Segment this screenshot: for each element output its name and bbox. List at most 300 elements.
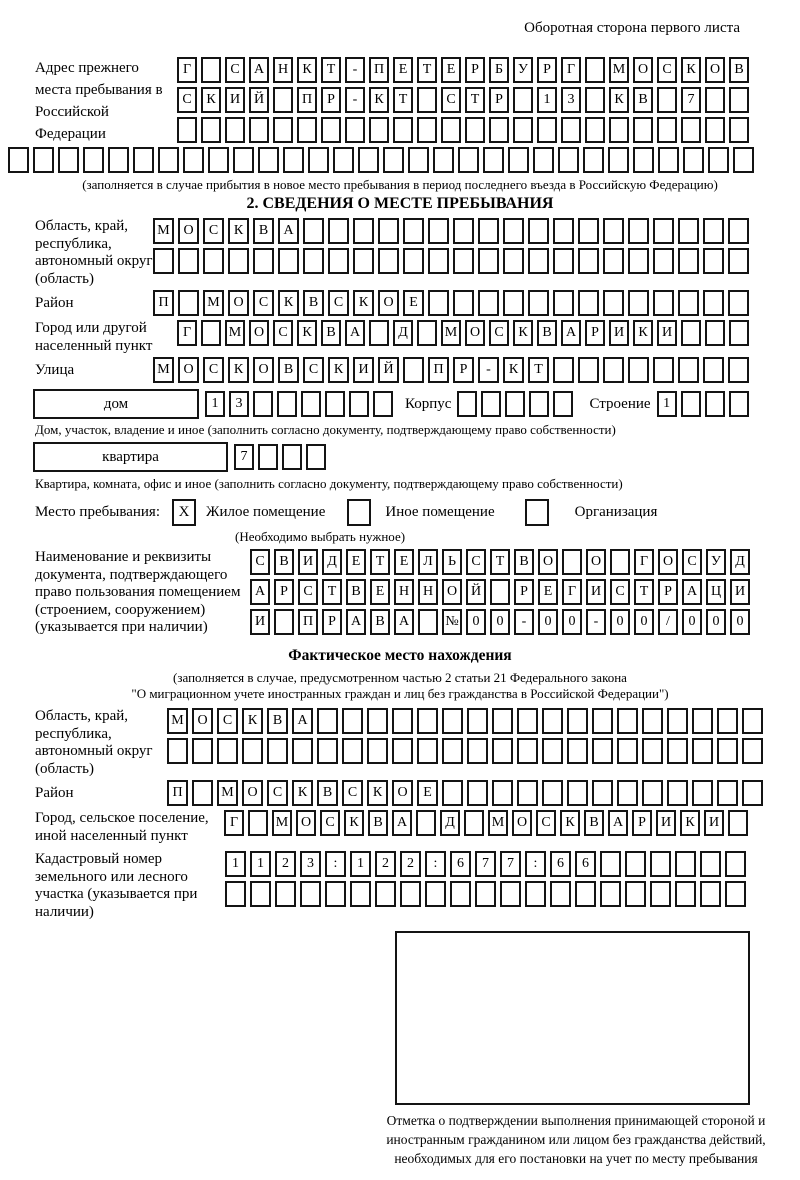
char-cell[interactable] <box>681 320 701 346</box>
char-cell[interactable]: И <box>225 87 245 113</box>
char-cell[interactable] <box>292 738 313 764</box>
char-cell[interactable] <box>278 248 299 274</box>
char-cell[interactable] <box>233 147 254 173</box>
char-cell[interactable] <box>417 708 438 734</box>
char-cell[interactable] <box>728 290 749 316</box>
char-cell[interactable] <box>585 87 605 113</box>
char-cell[interactable] <box>383 147 404 173</box>
char-cell[interactable]: Д <box>730 549 750 575</box>
char-cell[interactable]: Е <box>370 579 390 605</box>
char-cell[interactable] <box>192 738 213 764</box>
char-cell[interactable]: Т <box>321 57 341 83</box>
char-cell[interactable] <box>249 117 269 143</box>
char-cell[interactable] <box>703 290 724 316</box>
char-cell[interactable]: О <box>465 320 485 346</box>
char-cell[interactable]: 1 <box>225 851 246 877</box>
char-cell[interactable]: С <box>441 87 461 113</box>
char-cell[interactable]: Т <box>393 87 413 113</box>
char-cell[interactable] <box>417 320 437 346</box>
char-cell[interactable]: С <box>536 810 556 836</box>
char-cell[interactable] <box>603 248 624 274</box>
char-cell[interactable] <box>617 780 638 806</box>
char-cell[interactable] <box>303 248 324 274</box>
char-cell[interactable]: 1 <box>537 87 557 113</box>
char-cell[interactable]: Е <box>403 290 424 316</box>
char-cell[interactable]: С <box>303 357 324 383</box>
char-cell[interactable]: О <box>296 810 316 836</box>
char-cell[interactable] <box>650 851 671 877</box>
char-cell[interactable]: А <box>278 218 299 244</box>
char-cell[interactable] <box>133 147 154 173</box>
char-cell[interactable] <box>725 851 746 877</box>
char-cell[interactable]: 2 <box>375 851 396 877</box>
char-cell[interactable] <box>192 780 213 806</box>
char-cell[interactable] <box>457 391 477 417</box>
char-cell[interactable] <box>567 780 588 806</box>
char-cell[interactable]: Й <box>466 579 486 605</box>
char-cell[interactable] <box>550 881 571 907</box>
char-cell[interactable] <box>653 218 674 244</box>
char-cell[interactable]: : <box>325 851 346 877</box>
char-cell[interactable] <box>201 57 221 83</box>
char-cell[interactable]: 0 <box>562 609 582 635</box>
char-cell[interactable] <box>358 147 379 173</box>
char-cell[interactable] <box>633 147 654 173</box>
char-cell[interactable]: К <box>228 218 249 244</box>
char-cell[interactable] <box>403 357 424 383</box>
char-cell[interactable]: С <box>610 579 630 605</box>
char-cell[interactable] <box>553 218 574 244</box>
char-cell[interactable] <box>274 609 294 635</box>
char-cell[interactable]: М <box>153 218 174 244</box>
char-cell[interactable] <box>433 147 454 173</box>
char-cell[interactable] <box>416 810 436 836</box>
char-cell[interactable] <box>403 248 424 274</box>
char-cell[interactable] <box>342 708 363 734</box>
char-cell[interactable]: И <box>609 320 629 346</box>
char-cell[interactable]: В <box>514 549 534 575</box>
char-cell[interactable]: - <box>514 609 534 635</box>
char-cell[interactable]: Т <box>528 357 549 383</box>
char-cell[interactable] <box>608 147 629 173</box>
char-cell[interactable] <box>283 147 304 173</box>
char-cell[interactable] <box>83 147 104 173</box>
char-cell[interactable]: Е <box>346 549 366 575</box>
char-cell[interactable]: М <box>203 290 224 316</box>
char-cell[interactable] <box>525 881 546 907</box>
char-cell[interactable] <box>308 147 329 173</box>
char-cell[interactable]: Р <box>537 57 557 83</box>
char-cell[interactable] <box>513 117 533 143</box>
char-cell[interactable] <box>553 357 574 383</box>
char-cell[interactable] <box>725 881 746 907</box>
char-cell[interactable]: 0 <box>682 609 702 635</box>
char-cell[interactable]: - <box>345 57 365 83</box>
char-cell[interactable]: В <box>537 320 557 346</box>
char-cell[interactable]: И <box>353 357 374 383</box>
char-cell[interactable] <box>393 117 413 143</box>
char-cell[interactable]: К <box>503 357 524 383</box>
char-cell[interactable]: О <box>178 218 199 244</box>
char-cell[interactable]: Е <box>394 549 414 575</box>
char-cell[interactable]: Т <box>490 549 510 575</box>
char-cell[interactable] <box>450 881 471 907</box>
char-cell[interactable]: Т <box>322 579 342 605</box>
char-cell[interactable]: В <box>321 320 341 346</box>
char-cell[interactable] <box>248 810 268 836</box>
char-cell[interactable]: 1 <box>350 851 371 877</box>
char-cell[interactable] <box>333 147 354 173</box>
char-cell[interactable]: В <box>368 810 388 836</box>
char-cell[interactable] <box>303 218 324 244</box>
char-cell[interactable]: 7 <box>500 851 521 877</box>
char-cell[interactable]: 1 <box>205 391 225 417</box>
char-cell[interactable]: Г <box>634 549 654 575</box>
char-cell[interactable] <box>728 248 749 274</box>
char-cell[interactable] <box>705 391 725 417</box>
char-cell[interactable] <box>483 147 504 173</box>
char-cell[interactable]: О <box>242 780 263 806</box>
char-cell[interactable]: О <box>538 549 558 575</box>
char-cell[interactable] <box>617 738 638 764</box>
char-cell[interactable] <box>600 851 621 877</box>
char-cell[interactable]: М <box>153 357 174 383</box>
char-cell[interactable] <box>375 881 396 907</box>
char-cell[interactable]: С <box>298 579 318 605</box>
char-cell[interactable] <box>703 248 724 274</box>
char-cell[interactable]: А <box>249 57 269 83</box>
char-cell[interactable] <box>208 147 229 173</box>
char-cell[interactable] <box>242 738 263 764</box>
char-cell[interactable] <box>528 248 549 274</box>
char-cell[interactable]: Г <box>561 57 581 83</box>
char-cell[interactable]: П <box>297 87 317 113</box>
char-cell[interactable]: И <box>656 810 676 836</box>
char-cell[interactable] <box>481 391 501 417</box>
char-cell[interactable] <box>428 248 449 274</box>
char-cell[interactable] <box>417 87 437 113</box>
char-cell[interactable] <box>503 290 524 316</box>
char-cell[interactable] <box>428 290 449 316</box>
char-cell[interactable] <box>178 290 199 316</box>
char-cell[interactable] <box>717 708 738 734</box>
char-cell[interactable]: А <box>394 609 414 635</box>
char-cell[interactable]: А <box>682 579 702 605</box>
char-cell[interactable]: К <box>513 320 533 346</box>
char-cell[interactable]: Й <box>249 87 269 113</box>
char-cell[interactable] <box>653 290 674 316</box>
char-cell[interactable]: С <box>657 57 677 83</box>
char-cell[interactable] <box>642 738 663 764</box>
char-cell[interactable] <box>228 248 249 274</box>
char-cell[interactable]: О <box>228 290 249 316</box>
char-cell[interactable]: В <box>584 810 604 836</box>
char-cell[interactable] <box>628 357 649 383</box>
char-cell[interactable]: 0 <box>634 609 654 635</box>
char-cell[interactable]: И <box>298 549 318 575</box>
char-cell[interactable] <box>728 357 749 383</box>
char-cell[interactable] <box>578 290 599 316</box>
char-cell[interactable]: О <box>442 579 462 605</box>
char-cell[interactable] <box>603 290 624 316</box>
char-cell[interactable]: М <box>272 810 292 836</box>
char-cell[interactable]: С <box>225 57 245 83</box>
char-cell[interactable] <box>517 738 538 764</box>
char-cell[interactable] <box>369 320 389 346</box>
char-cell[interactable] <box>378 248 399 274</box>
char-cell[interactable] <box>158 147 179 173</box>
char-cell[interactable]: П <box>298 609 318 635</box>
char-cell[interactable]: Г <box>177 320 197 346</box>
char-cell[interactable] <box>542 780 563 806</box>
char-cell[interactable]: С <box>203 357 224 383</box>
char-cell[interactable] <box>478 218 499 244</box>
char-cell[interactable]: С <box>328 290 349 316</box>
char-cell[interactable] <box>650 881 671 907</box>
char-cell[interactable]: В <box>267 708 288 734</box>
char-cell[interactable] <box>603 357 624 383</box>
char-cell[interactable]: В <box>317 780 338 806</box>
char-cell[interactable] <box>442 780 463 806</box>
char-cell[interactable] <box>167 738 188 764</box>
char-cell[interactable] <box>183 147 204 173</box>
char-cell[interactable] <box>742 738 763 764</box>
char-cell[interactable] <box>585 117 605 143</box>
char-cell[interactable]: 7 <box>234 444 254 470</box>
char-cell[interactable]: Е <box>393 57 413 83</box>
char-cell[interactable]: Ц <box>706 579 726 605</box>
char-cell[interactable] <box>578 248 599 274</box>
char-cell[interactable] <box>553 290 574 316</box>
char-cell[interactable] <box>442 738 463 764</box>
char-cell[interactable]: Д <box>322 549 342 575</box>
char-cell[interactable]: О <box>253 357 274 383</box>
char-cell[interactable]: К <box>201 87 221 113</box>
char-cell[interactable]: М <box>225 320 245 346</box>
char-cell[interactable] <box>553 391 573 417</box>
char-cell[interactable]: М <box>609 57 629 83</box>
char-cell[interactable] <box>345 117 365 143</box>
char-cell[interactable]: Л <box>418 549 438 575</box>
char-cell[interactable]: К <box>297 320 317 346</box>
char-cell[interactable] <box>317 738 338 764</box>
char-cell[interactable] <box>253 391 273 417</box>
char-cell[interactable] <box>517 708 538 734</box>
char-cell[interactable]: О <box>392 780 413 806</box>
char-cell[interactable]: : <box>525 851 546 877</box>
char-cell[interactable] <box>417 117 437 143</box>
char-cell[interactable] <box>306 444 326 470</box>
char-cell[interactable]: А <box>392 810 412 836</box>
char-cell[interactable] <box>478 248 499 274</box>
char-cell[interactable] <box>178 248 199 274</box>
char-cell[interactable]: М <box>441 320 461 346</box>
char-cell[interactable] <box>273 117 293 143</box>
char-cell[interactable]: Т <box>370 549 390 575</box>
char-cell[interactable]: М <box>488 810 508 836</box>
char-cell[interactable]: С <box>342 780 363 806</box>
char-cell[interactable] <box>464 810 484 836</box>
char-cell[interactable] <box>342 738 363 764</box>
char-cell[interactable]: 2 <box>275 851 296 877</box>
char-cell[interactable]: 0 <box>706 609 726 635</box>
char-cell[interactable]: К <box>367 780 388 806</box>
char-cell[interactable] <box>392 738 413 764</box>
char-cell[interactable] <box>513 87 533 113</box>
char-cell[interactable]: Е <box>538 579 558 605</box>
char-cell[interactable]: Р <box>658 579 678 605</box>
char-cell[interactable]: К <box>560 810 580 836</box>
char-cell[interactable]: 3 <box>561 87 581 113</box>
char-cell[interactable]: 0 <box>466 609 486 635</box>
char-cell[interactable] <box>225 117 245 143</box>
char-cell[interactable]: Г <box>562 579 582 605</box>
char-cell[interactable] <box>703 218 724 244</box>
char-cell[interactable]: 0 <box>538 609 558 635</box>
char-cell[interactable] <box>728 810 748 836</box>
char-cell[interactable] <box>177 117 197 143</box>
char-cell[interactable]: Р <box>465 57 485 83</box>
char-cell[interactable] <box>705 117 725 143</box>
char-cell[interactable] <box>467 708 488 734</box>
char-cell[interactable]: К <box>278 290 299 316</box>
char-cell[interactable]: С <box>267 780 288 806</box>
char-cell[interactable]: Е <box>417 780 438 806</box>
char-cell[interactable] <box>492 780 513 806</box>
char-cell[interactable]: 6 <box>550 851 571 877</box>
char-cell[interactable] <box>328 248 349 274</box>
char-cell[interactable]: А <box>608 810 628 836</box>
char-cell[interactable] <box>467 738 488 764</box>
char-cell[interactable] <box>742 708 763 734</box>
char-cell[interactable]: 7 <box>475 851 496 877</box>
char-cell[interactable] <box>367 708 388 734</box>
char-cell[interactable] <box>317 708 338 734</box>
char-cell[interactable]: В <box>370 609 390 635</box>
char-cell[interactable]: С <box>253 290 274 316</box>
char-cell[interactable]: А <box>292 708 313 734</box>
char-cell[interactable] <box>250 881 271 907</box>
char-cell[interactable] <box>301 391 321 417</box>
char-cell[interactable] <box>592 738 613 764</box>
char-cell[interactable] <box>681 117 701 143</box>
char-cell[interactable]: К <box>633 320 653 346</box>
char-cell[interactable] <box>692 780 713 806</box>
char-cell[interactable] <box>578 218 599 244</box>
char-cell[interactable]: К <box>242 708 263 734</box>
char-cell[interactable] <box>325 881 346 907</box>
char-cell[interactable]: П <box>428 357 449 383</box>
char-cell[interactable]: Т <box>634 579 654 605</box>
char-cell[interactable] <box>201 117 221 143</box>
char-cell[interactable]: П <box>167 780 188 806</box>
char-cell[interactable] <box>353 248 374 274</box>
char-cell[interactable] <box>328 218 349 244</box>
char-cell[interactable]: У <box>706 549 726 575</box>
char-cell[interactable]: № <box>442 609 462 635</box>
char-cell[interactable] <box>258 147 279 173</box>
char-cell[interactable] <box>700 881 721 907</box>
char-cell[interactable]: 0 <box>730 609 750 635</box>
char-cell[interactable] <box>489 117 509 143</box>
char-cell[interactable]: Р <box>321 87 341 113</box>
char-cell[interactable] <box>678 218 699 244</box>
char-cell[interactable] <box>742 780 763 806</box>
stay-type-checkbox-other[interactable] <box>347 499 371 526</box>
char-cell[interactable] <box>692 738 713 764</box>
char-cell[interactable]: К <box>681 57 701 83</box>
char-cell[interactable] <box>708 147 729 173</box>
char-cell[interactable]: С <box>177 87 197 113</box>
char-cell[interactable]: А <box>346 609 366 635</box>
char-cell[interactable] <box>417 738 438 764</box>
char-cell[interactable]: К <box>228 357 249 383</box>
char-cell[interactable] <box>500 881 521 907</box>
char-cell[interactable]: Р <box>489 87 509 113</box>
char-cell[interactable] <box>453 290 474 316</box>
char-cell[interactable]: В <box>274 549 294 575</box>
char-cell[interactable] <box>428 218 449 244</box>
char-cell[interactable] <box>349 391 369 417</box>
char-cell[interactable]: Н <box>273 57 293 83</box>
char-cell[interactable] <box>561 117 581 143</box>
char-cell[interactable]: С <box>217 708 238 734</box>
char-cell[interactable] <box>321 117 341 143</box>
char-cell[interactable]: А <box>345 320 365 346</box>
char-cell[interactable] <box>625 851 646 877</box>
char-cell[interactable] <box>277 391 297 417</box>
char-cell[interactable] <box>533 147 554 173</box>
char-cell[interactable] <box>567 708 588 734</box>
char-cell[interactable]: В <box>303 290 324 316</box>
stay-type-checkbox-organization[interactable] <box>525 499 549 526</box>
char-cell[interactable] <box>408 147 429 173</box>
char-cell[interactable] <box>603 218 624 244</box>
char-cell[interactable] <box>453 248 474 274</box>
char-cell[interactable] <box>592 780 613 806</box>
char-cell[interactable]: И <box>730 579 750 605</box>
char-cell[interactable]: Р <box>632 810 652 836</box>
char-cell[interactable] <box>475 881 496 907</box>
char-cell[interactable] <box>625 881 646 907</box>
char-cell[interactable] <box>642 780 663 806</box>
char-cell[interactable]: Г <box>224 810 244 836</box>
char-cell[interactable] <box>300 881 321 907</box>
char-cell[interactable] <box>58 147 79 173</box>
char-cell[interactable] <box>667 780 688 806</box>
char-cell[interactable]: 2 <box>400 851 421 877</box>
char-cell[interactable] <box>678 248 699 274</box>
char-cell[interactable] <box>703 357 724 383</box>
char-cell[interactable] <box>600 881 621 907</box>
char-cell[interactable] <box>465 117 485 143</box>
char-cell[interactable]: - <box>345 87 365 113</box>
char-cell[interactable]: 6 <box>575 851 596 877</box>
char-cell[interactable] <box>628 248 649 274</box>
char-cell[interactable] <box>8 147 29 173</box>
char-cell[interactable] <box>492 708 513 734</box>
char-cell[interactable] <box>585 57 605 83</box>
char-cell[interactable]: О <box>178 357 199 383</box>
char-cell[interactable]: К <box>680 810 700 836</box>
char-cell[interactable]: П <box>369 57 389 83</box>
char-cell[interactable]: С <box>203 218 224 244</box>
char-cell[interactable] <box>705 87 725 113</box>
char-cell[interactable] <box>683 147 704 173</box>
char-cell[interactable]: Ь <box>442 549 462 575</box>
char-cell[interactable] <box>33 147 54 173</box>
char-cell[interactable]: Д <box>440 810 460 836</box>
